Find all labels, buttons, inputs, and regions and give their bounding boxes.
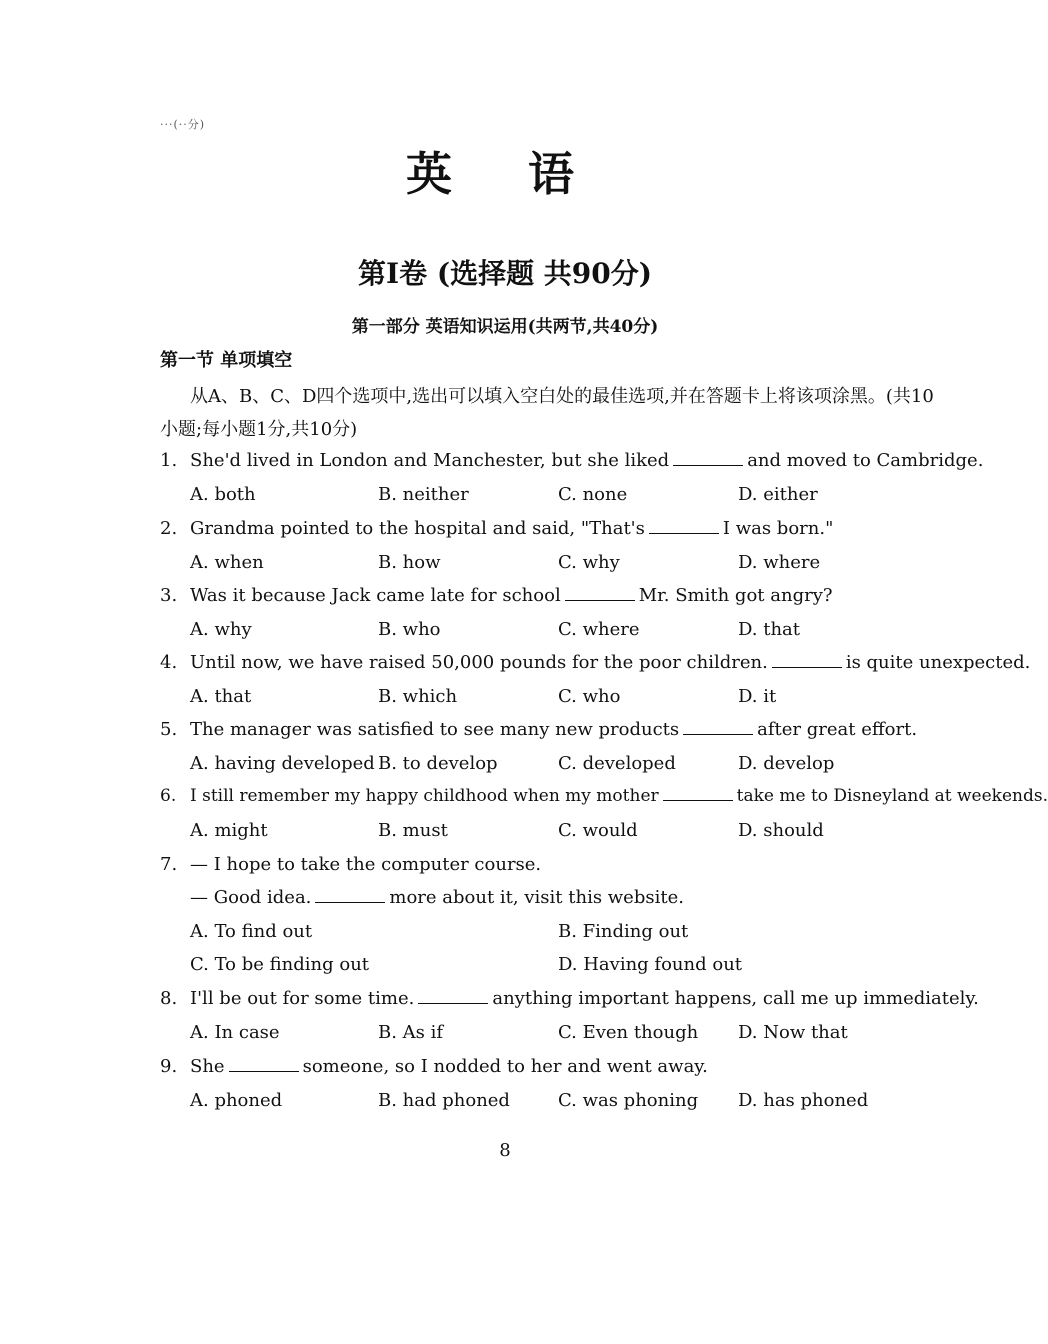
question-text-before: I'll be out for some time.	[190, 988, 415, 1009]
option-b[interactable]: B. how	[378, 552, 441, 573]
option-a[interactable]: A. when	[190, 552, 264, 573]
question-text-after: more about it, visit this website.	[389, 887, 684, 908]
question-text-before: — Good idea.	[190, 887, 312, 908]
option-a[interactable]: A. In case	[190, 1022, 280, 1043]
option-b[interactable]: B. to develop	[378, 753, 498, 774]
option-c[interactable]: C. developed	[558, 753, 676, 774]
paper-title: 第Ⅰ卷 (选择题 共90分)	[357, 257, 653, 290]
question-text-before: I still remember my happy childhood when my mother	[190, 786, 659, 806]
corner-mark: ···(··分)	[160, 118, 206, 131]
question-7-line-2	[190, 887, 684, 908]
question-6	[160, 786, 1048, 806]
option-b[interactable]: B. who	[378, 619, 441, 640]
option-b[interactable]: B. As if	[378, 1022, 444, 1043]
option-c[interactable]: C. why	[558, 552, 620, 573]
question-8	[160, 988, 979, 1009]
option-d[interactable]: D. Having found out	[558, 954, 743, 975]
option-a[interactable]: A. might	[190, 820, 268, 841]
answer-blank	[418, 989, 488, 1004]
instructions: 从A、B、C、D四个选项中,选出可以填入空白处的最佳选项,并在答题卡上将该项涂黑。(共10小题;每小题1分,共10分)	[160, 386, 934, 440]
option-c[interactable]: C. would	[558, 820, 638, 841]
answer-blank	[772, 653, 842, 668]
page-number: 8	[499, 1140, 511, 1161]
option-c[interactable]: C. none	[558, 484, 628, 505]
part-title: 第一部分 英语知识运用(共两节,共40分)	[351, 317, 659, 337]
section-title: 第一节 单项填空	[160, 350, 293, 371]
question-number: 3.	[160, 585, 178, 606]
answer-blank	[683, 720, 753, 735]
question-number: 7.	[160, 854, 178, 875]
question-number: 5.	[160, 719, 178, 740]
option-c[interactable]: C. was phoning	[558, 1090, 699, 1111]
option-c[interactable]: C. where	[558, 619, 640, 640]
option-b[interactable]: B. neither	[378, 484, 469, 505]
question-text-before: She	[190, 1056, 225, 1077]
question-text-after: I was born."	[722, 518, 834, 539]
question-text-after: Mr. Smith got angry?	[638, 585, 833, 606]
subject-title: 英 语	[405, 147, 604, 201]
question-9	[160, 1056, 708, 1077]
option-d[interactable]: D. should	[738, 820, 824, 841]
option-d[interactable]: D. develop	[738, 753, 835, 774]
option-d[interactable]: D. Now that	[738, 1022, 848, 1043]
question-text-after: someone, so I nodded to her and went away.	[302, 1056, 708, 1077]
answer-blank	[663, 786, 733, 801]
question-number: 2.	[160, 518, 178, 539]
question-2	[160, 518, 833, 539]
option-c[interactable]: C. Even though	[558, 1022, 699, 1043]
question-number: 9.	[160, 1056, 178, 1077]
question-text-before: Grandma pointed to the hospital and said, "That's	[190, 518, 645, 539]
option-d[interactable]: D. has phoned	[738, 1090, 869, 1111]
question-text-after: is quite unexpected.	[845, 652, 1031, 673]
question-number: 4.	[160, 652, 178, 673]
option-a[interactable]: A. both	[190, 484, 256, 505]
question-4	[160, 652, 1030, 673]
question-text-before: Until now, we have raised 50,000 pounds for the poor children.	[190, 652, 768, 673]
question-1	[160, 450, 983, 471]
question-text-after: and moved to Cambridge.	[747, 450, 984, 471]
option-b[interactable]: B. Finding out	[558, 921, 689, 942]
question-5	[160, 719, 917, 740]
option-d[interactable]: D. that	[738, 619, 801, 640]
option-d[interactable]: D. where	[738, 552, 821, 573]
dialogue-line-1: — I hope to take the computer course.	[190, 854, 542, 875]
option-d[interactable]: D. it	[738, 686, 777, 707]
question-number: 1.	[160, 450, 178, 471]
option-a[interactable]: A. phoned	[190, 1090, 283, 1111]
answer-blank	[565, 586, 635, 601]
option-a[interactable]: A. having developed	[190, 753, 375, 774]
answer-blank	[315, 888, 385, 903]
question-3	[160, 585, 833, 606]
question-text-before: She'd lived in London and Manchester, but she liked	[190, 450, 670, 471]
question-text-before: Was it because Jack came late for school	[190, 585, 561, 606]
option-c[interactable]: C. who	[558, 686, 621, 707]
question-text-before: The manager was satisfied to see many new products	[190, 719, 680, 740]
question-number: 6.	[160, 786, 177, 806]
option-d[interactable]: D. either	[738, 484, 818, 505]
option-c[interactable]: C. To be finding out	[190, 954, 370, 975]
option-a[interactable]: A. why	[190, 619, 252, 640]
option-a[interactable]: A. that	[190, 686, 252, 707]
question-text-after: anything important happens, call me up immediately.	[492, 988, 979, 1009]
question-text-after: take me to Disneyland at weekends.	[736, 786, 1048, 806]
option-b[interactable]: B. had phoned	[378, 1090, 510, 1111]
answer-blank	[229, 1057, 299, 1072]
question-number: 8.	[160, 988, 178, 1009]
option-b[interactable]: B. which	[378, 686, 458, 707]
answer-blank	[649, 519, 719, 534]
answer-blank	[673, 451, 743, 466]
option-b[interactable]: B. must	[378, 820, 448, 841]
question-7	[160, 854, 541, 875]
question-text-after: after great effort.	[757, 719, 918, 740]
option-a[interactable]: A. To find out	[190, 921, 313, 942]
